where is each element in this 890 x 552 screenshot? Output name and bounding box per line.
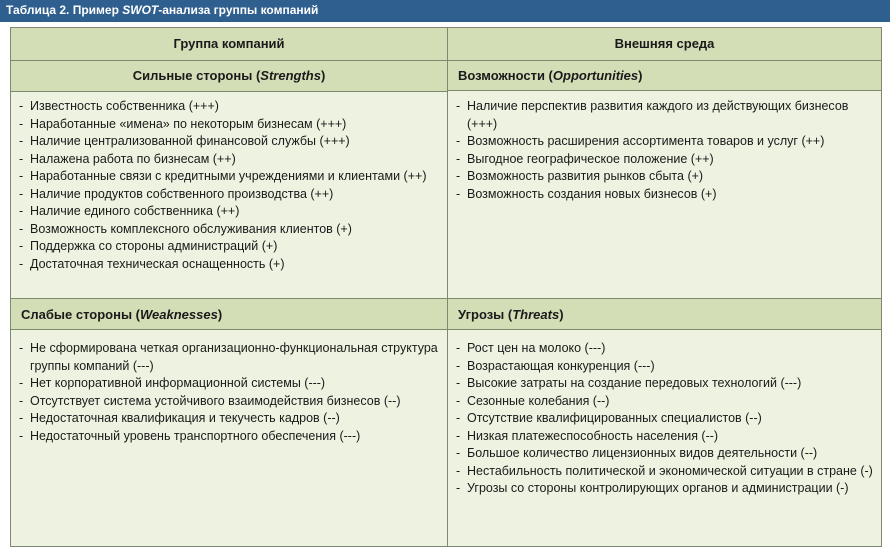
list-item: - Высокие затраты на создание передовых технологий (---) xyxy=(456,375,878,393)
list-item: - Возможность комплексного обслуживания клиентов (+) xyxy=(19,221,444,239)
list-item: - Недостаточная квалификация и текучесть кадров (--) xyxy=(19,410,444,428)
threats-header: Угрозы (Threats) xyxy=(448,298,881,330)
strengths-list xyxy=(19,98,444,273)
list-item: - Нестабильность политической и экономической ситуации в стране (-) xyxy=(456,463,878,481)
list-item: - Наработанные «имена» по некоторым бизнесам (+++) xyxy=(19,116,444,134)
list-item: - Наличие централизованной финансовой службы (+++) xyxy=(19,133,444,151)
list-item: - Возможность создания новых бизнесов (+) xyxy=(456,186,878,204)
external-column xyxy=(448,28,881,546)
list-item: - Не сформирована четкая организационно-функциональная структура группы компаний (---) xyxy=(19,340,444,375)
list-item: - Наработанные связи с кредитными учреждениями и клиентами (++) xyxy=(19,168,444,186)
list-item: - Выгодное географическое положение (++) xyxy=(456,151,878,169)
list-item: - Возможность расширения ассортимента товаров и услуг (++) xyxy=(456,133,878,151)
list-item: - Известность собственника (+++) xyxy=(19,98,444,116)
caption-emphasis: SWOT xyxy=(122,3,159,17)
internal-column xyxy=(11,28,447,546)
table-caption xyxy=(6,3,318,17)
list-item: - Низкая платежеспособность населения (--) xyxy=(456,428,878,446)
list-item: - Рост цен на молоко (---) xyxy=(456,340,878,358)
list-item: - Достаточная техническая оснащенность (+) xyxy=(19,256,444,274)
list-item: - Наличие единого собственника (++) xyxy=(19,203,444,221)
environment-header: Внешняя среда xyxy=(448,28,881,61)
list-item: - Отсутствует система устойчивого взаимодействия бизнесов (--) xyxy=(19,393,444,411)
list-item: - Угрозы со стороны контролирующих органов и администрации (-) xyxy=(456,480,878,498)
list-item: - Наличие продуктов собственного производства (++) xyxy=(19,186,444,204)
list-item: - Отсутствие квалифицированных специалистов (--) xyxy=(456,410,878,428)
list-item: - Большое количество лицензионных видов деятельности (--) xyxy=(456,445,878,463)
list-item: - Налажена работа по бизнесам (++) xyxy=(19,151,444,169)
caption-suffix: -анализа группы компаний xyxy=(158,3,319,17)
weaknesses-list xyxy=(19,340,444,445)
list-item: - Возможность развития рынков сбыта (+) xyxy=(456,168,878,186)
list-item: - Наличие перспектив развития каждого из действующих бизнесов (+++) xyxy=(456,98,878,133)
opportunities-list xyxy=(456,98,878,203)
swot-table xyxy=(10,27,882,547)
caption-prefix: Таблица 2. Пример xyxy=(6,3,123,17)
opportunities-header: Возможности (Opportunities) xyxy=(448,61,881,91)
list-item: - Поддержка со стороны администраций (+) xyxy=(19,238,444,256)
list-item: - Нет корпоративной информационной системы (---) xyxy=(19,375,444,393)
list-item: - Недостаточный уровень транспортного обеспечения (---) xyxy=(19,428,444,446)
threats-list xyxy=(456,340,878,498)
list-item: - Сезонные колебания (--) xyxy=(456,393,878,411)
weaknesses-header: Слабые стороны (Weaknesses) xyxy=(11,298,447,330)
group-header: Группа компаний xyxy=(11,28,447,61)
caption-bar xyxy=(0,0,890,22)
list-item: - Возрастающая конкуренция (---) xyxy=(456,358,878,376)
strengths-header: Сильные стороны (Strengths) xyxy=(11,61,447,92)
